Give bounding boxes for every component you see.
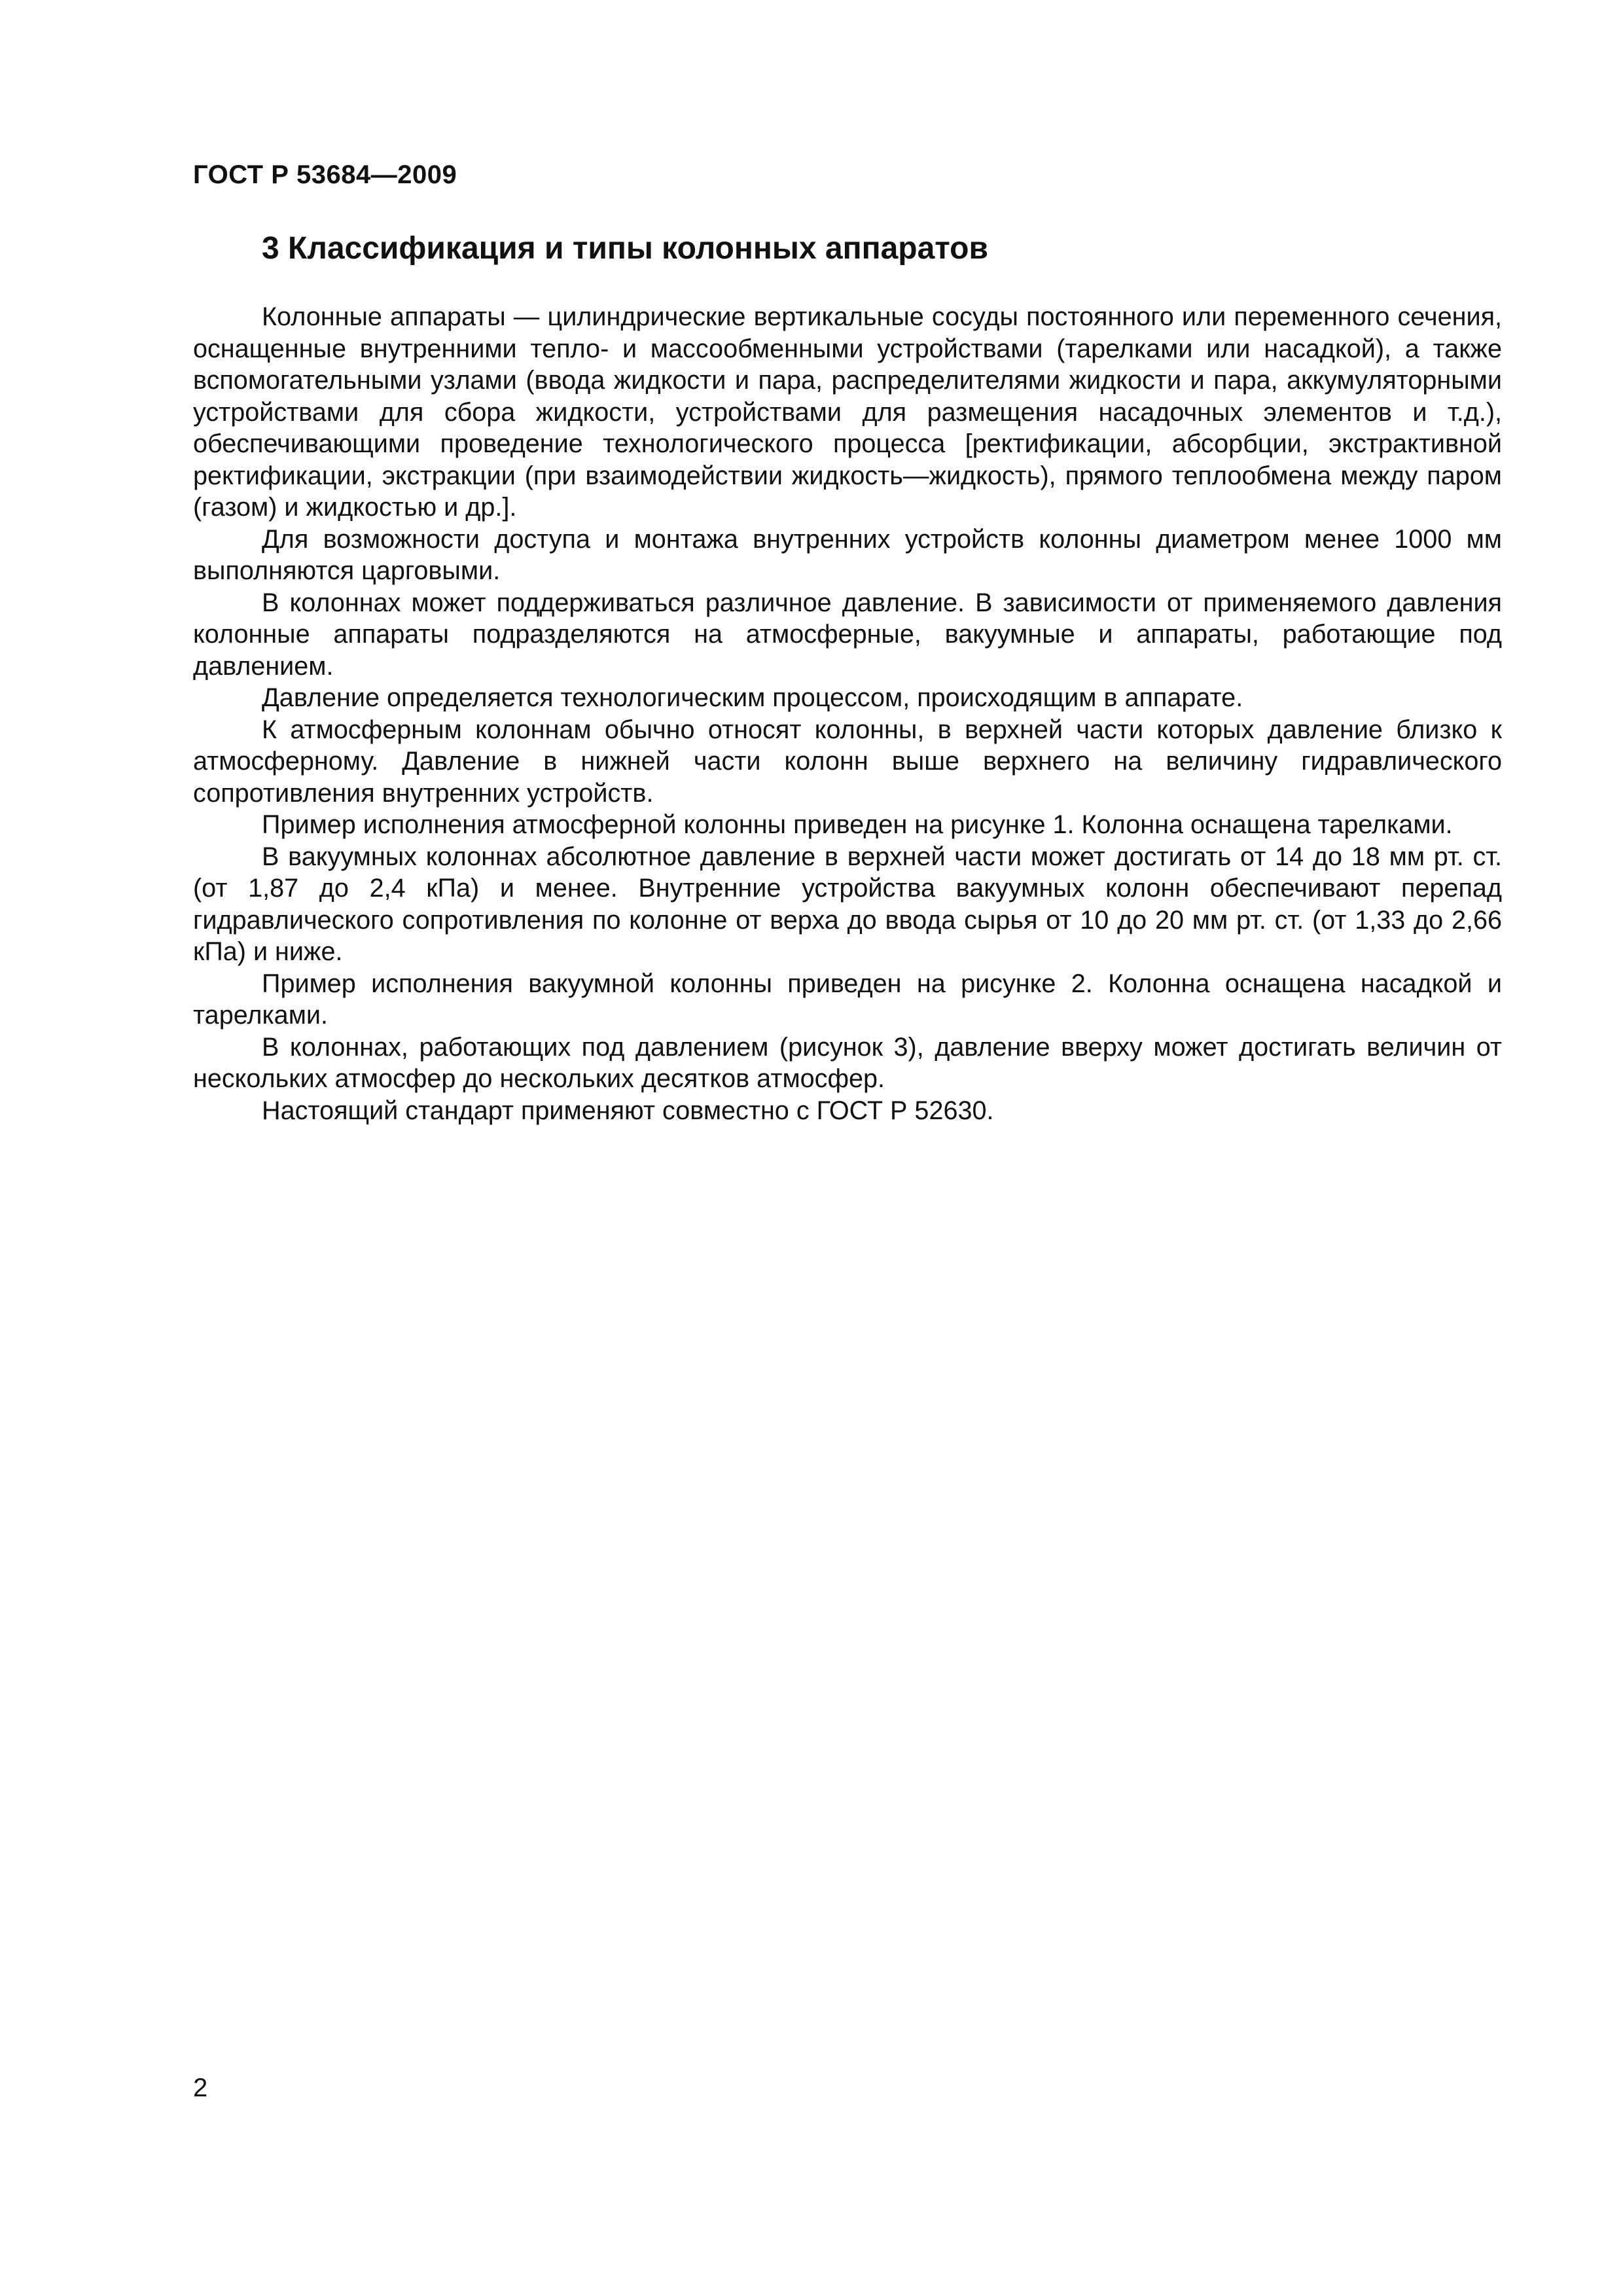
paragraph-atmospheric-example: Пример исполнения атмосферной колонны приведен на рисунке 1. Колонна оснащена тарелками. [262,810,1453,839]
paragraph-sectional-design: Для возможности доступа и монтажа внутренних устройств колонны диаметром менее 1000 мм выполняются царговыми. [193,524,1502,585]
paragraph-atmospheric: К атмосферным колоннам обычно относят колонны, в верхней части которых давление близко к атмосферному. Давление в нижней части колонн выше верхнего на величину гидравлического сопротивления внутренних устройств. [193,715,1502,808]
paragraph-vacuum-example: Пример исполнения вакуумной колонны приведен на рисунке 2. Колонна оснащена насадкой и тарелками. [193,969,1502,1030]
paragraph-pressure-classes: В колоннах может поддерживаться различное давление. В зависимости от применяемого давления колонные аппараты подразделяются на атмосферные, вакуумные и аппараты, работающие под давлением. [193,588,1502,681]
section-body [193,301,1502,1126]
paragraph-vacuum: В вакуумных колоннах абсолютное давление в верхней части может достигать от 14 до 18 мм рт. ст. (от 1,87 до 2,4 кПа) и менее. Внутренние устройства вакуумных колонн обеспечивают перепад гидравлического сопротивления по колонне от верха до ввода сырья от 10 до 20 мм рт. ст. (от 1,33 до 2,66 кПа) и ниже. [193,842,1502,966]
page-number: 2 [193,2073,208,2102]
paragraph-related-standard: Настоящий стандарт применяют совместно с ГОСТ Р 52630. [262,1096,994,1125]
section-title: 3 Классификация и типы колонных аппаратов [262,231,988,266]
paragraph-pressure-process: Давление определяется технологическим процессом, происходящим в аппарате. [262,683,1243,712]
standard-number: ГОСТ Р 53684—2009 [193,160,457,189]
paragraph-definition: Колонные аппараты — цилиндрические вертикальные сосуды постоянного или переменного сечения, оснащенные внутренними тепло- и массообменными устройствами (тарелками или насадкой), а также вспомогательными узлами (ввода жидкости и пара, распределителями жидкости и пара, аккумуляторными устройствами для сбора жидкости, устройствами для размещения насадочных элементов и т.д.), обеспечивающими проведение технологического процесса [ректификации, абсорбции, экстрактивной ректификации, экстракции (при взаимодействии жидкость—жидкость), прямого теплообмена между паром (газом) и жидкостью и др.]. [193,302,1502,522]
paragraph-pressurized: В колоннах, работающих под давлением (рисунок 3), давление вверху может достигать величин от нескольких атмосфер до нескольких десятков атмосфер. [193,1032,1502,1093]
